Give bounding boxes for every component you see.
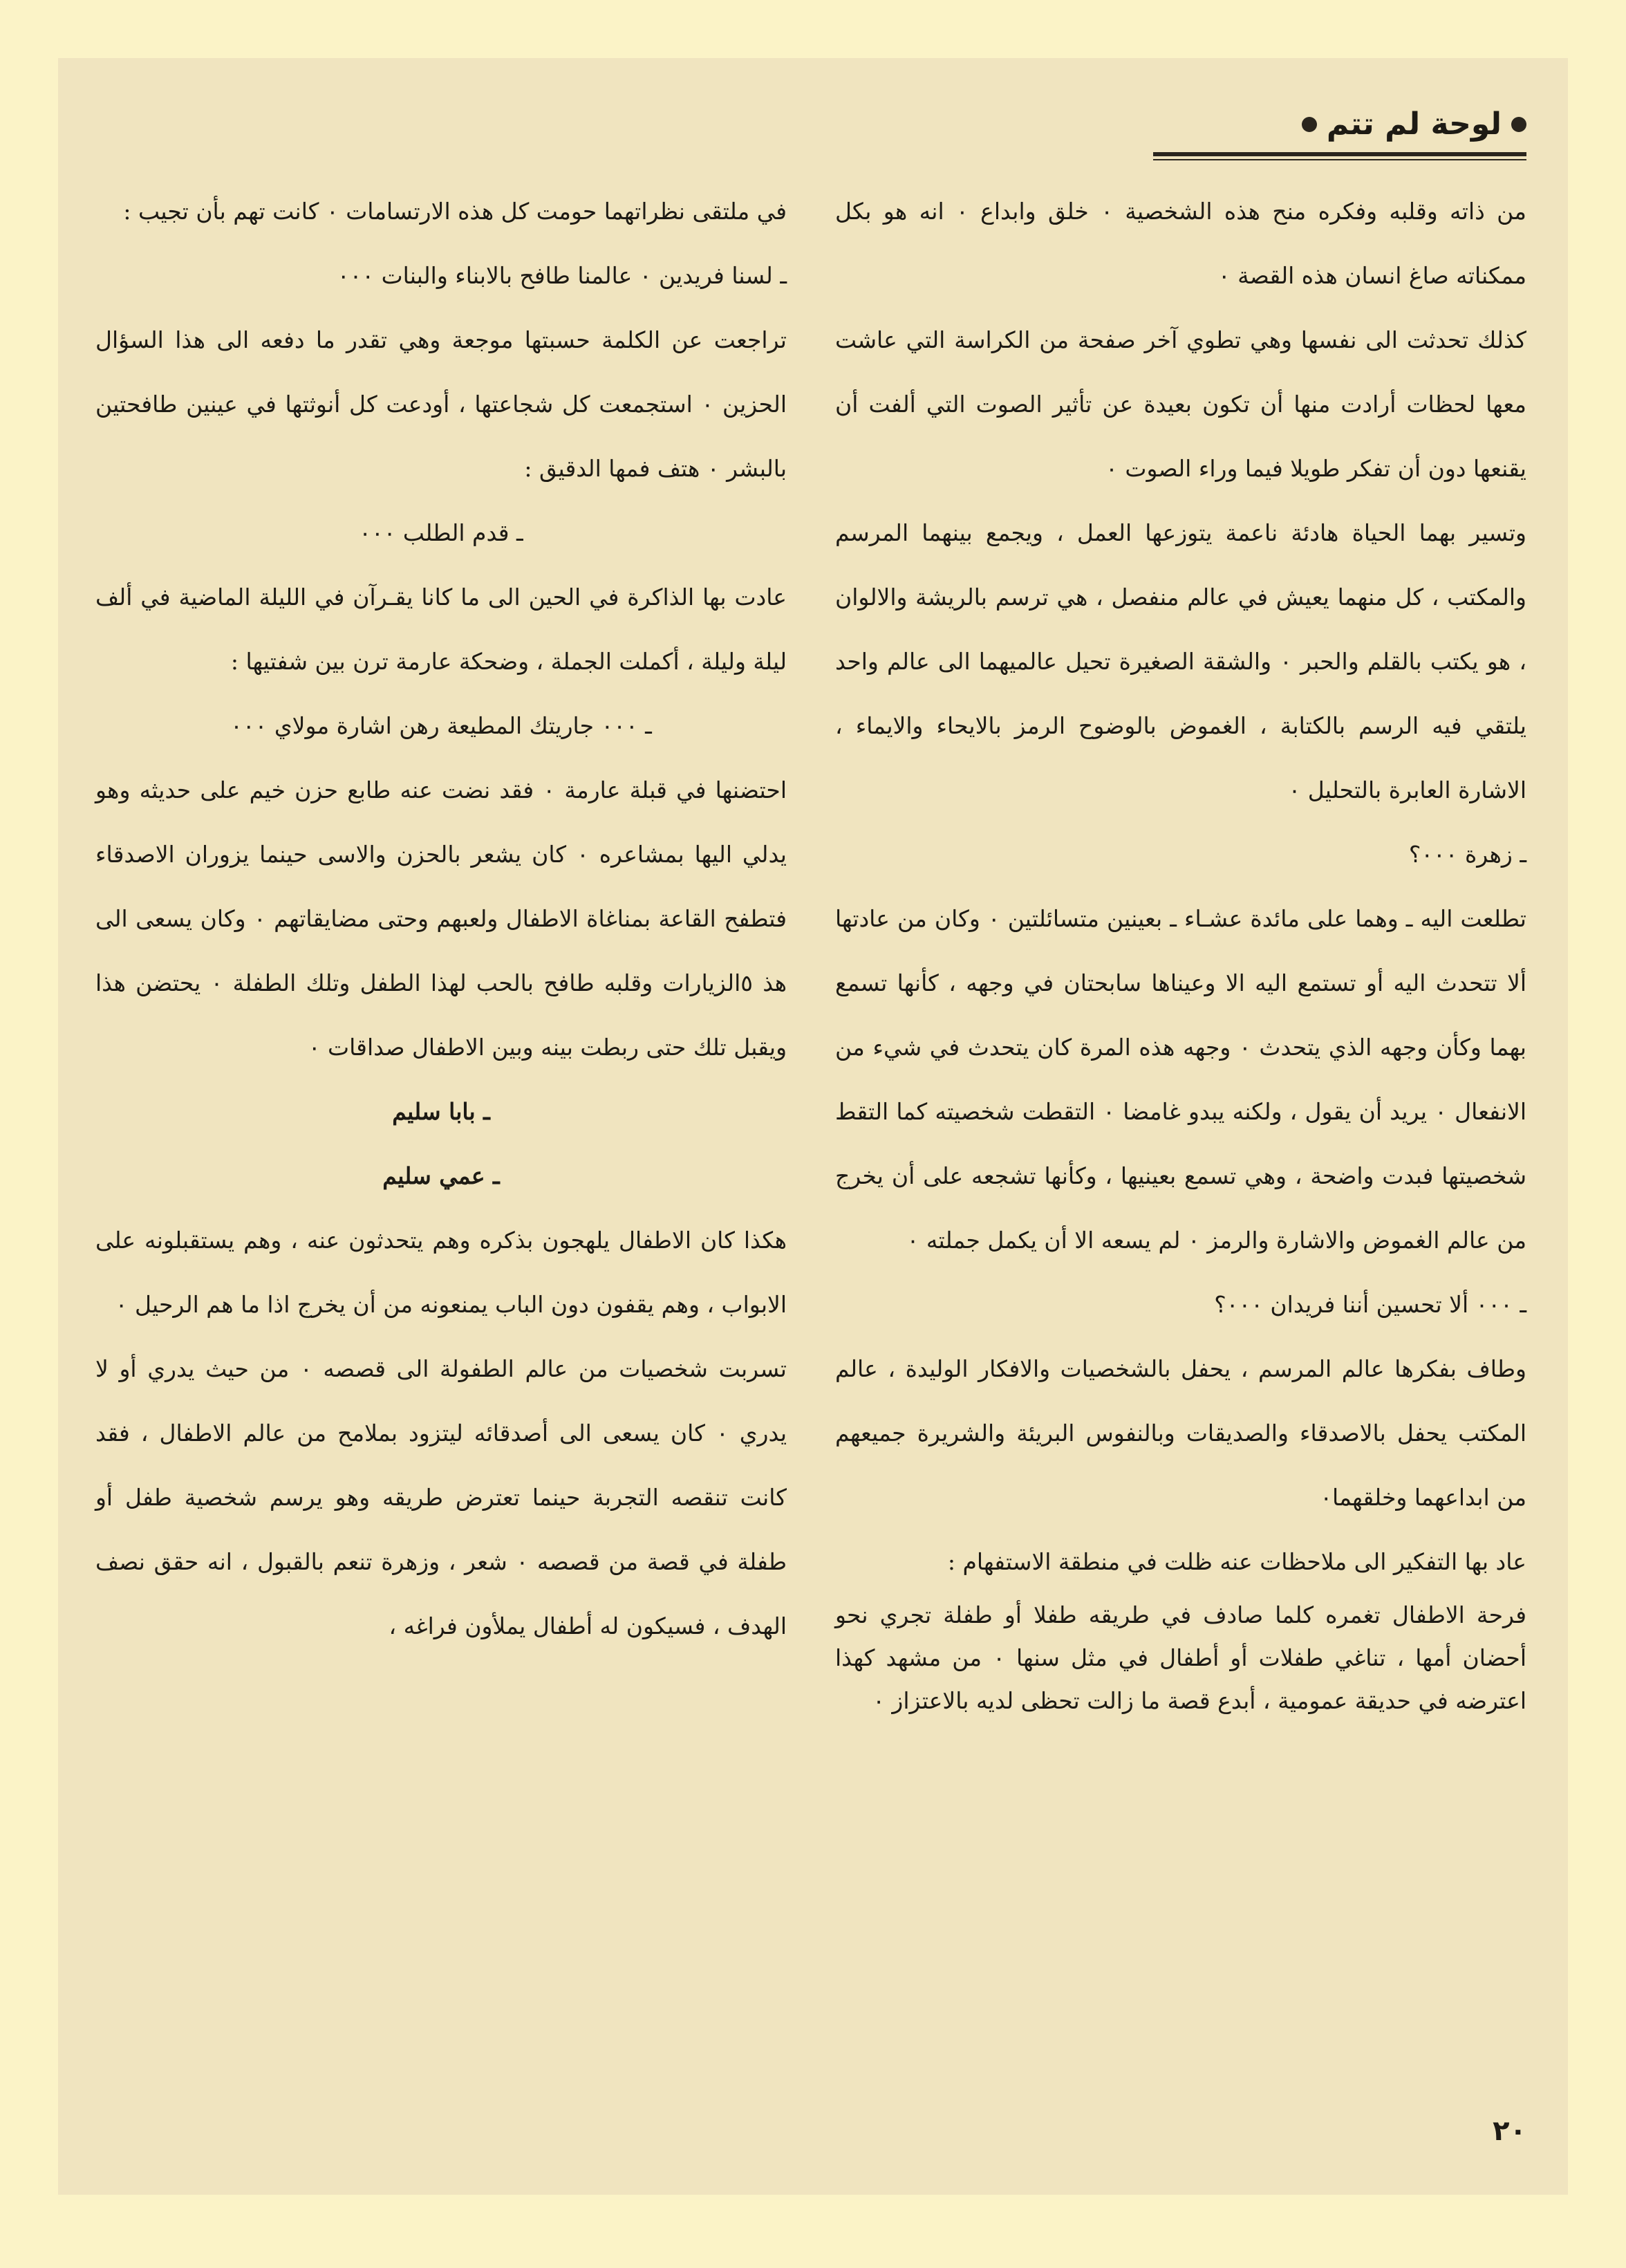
paragraph: تطلعت اليه ـ وهما على مائدة عشـاء ـ بعينين متسائلتين ٠ وكان من عادتها ألا تتحدث اليه أو تستمع اليه الا وعيناها سابحتان في وجهه ، كأنها تسمع بهما وكأن وجهه الذي يتحدث ٠ وجهه هذه المرة كان يتحدث في شيء من الانفعال ٠ يريد أن يقول ، ولكنه يبدو غامضا ٠ التقطت شخصيته كما التقط شخصيتها فبدت واضحة ، وهي تسمع بعينيها ، وكأنها تشجعه على أن يخرج من عالم الغموض والاشارة والرمز ٠ لم يسعه الا أن يكمل جملته ٠ <box>835 905 1526 1254</box>
paragraph: عاد بها التفكير الى ملاحظات عنه ظلت في منطقة الاستفهام : <box>947 1548 1526 1575</box>
dialogue-line: ـ عمي سليم <box>382 1162 500 1189</box>
paragraph: عادت بها الذاكرة في الحين الى ما كانا يقـرآن في الليلة الماضية في ألف ليلة وليلة ، أكملت الجملة ، وضحكة عارمة ترن بين شفتيها : <box>95 584 787 675</box>
paragraph: كذلك تحدثت الى نفسها وهي تطوي آخر صفحة من الكراسة التي عاشت معها لحظات أرادت منها أن تكون بعيدة عن تأثير الصوت التي ألفت أن يقنعها دون أن تفكر طويلا فيما وراء الصوت ٠ <box>835 326 1526 482</box>
dialogue-line: ـ زهرة ٠٠٠؟ <box>1408 841 1526 868</box>
page-number: ٢٠ <box>1493 2115 1526 2147</box>
header-rule <box>1153 152 1526 156</box>
dialogue-line: ـ ٠٠٠ جاريتك المطيعة رهن اشارة مولاي ٠٠٠ <box>230 712 652 739</box>
dialogue-line: ـ لسنا فريدين ٠ عالمنا طافح بالابناء والبنات ٠٠٠ <box>337 262 787 289</box>
paragraph: وطاف بفكرها عالم المرسم ، يحفل بالشخصيات والافكار الوليدة ، عالم المكتب يحفل بالاصدقاء والصديقات وبالنفوس البريئة والشريرة جميعهم من ابداعهما وخلقهما٠ <box>835 1355 1526 1511</box>
paragraph: وتسير بهما الحياة هادئة ناعمة يتوزعها العمل ، ويجمع بينهما المرسم والمكتب ، كل منهما يعيش في عالم منفصل ، هي ترسم بالريشة والالوان ، هو يكتب بالقلم والحبر ٠ والشقة الصغيرة تحيل عالميهما الى عالم واحد يلتقي فيه الرسم بالكتابة ، الغموض بالوضوح الرمز بالايحاء والايماء ، الاشارة العابرة بالتحليل ٠ <box>835 519 1526 803</box>
paragraph: تسربت شخصيات من عالم الطفولة الى قصصه ٠ من حيث يدري أو لا يدري ٠ كان يسعى الى أصدقائه ليتزود بملامح من عالم الاطفال ، فقد كانت تنقصه التجربة حينما تعترض طريقه وهو يرسم شخصية طفل أو طفلة في قصة من قصصه ٠ شعر ، وزهرة تنعم بالقبول ، انه حقق نصف الهدف ، فسيكون له أطفال يملأون فراغه ، <box>95 1355 787 1639</box>
dialogue-line: ـ ٠٠٠ ألا تحسين أننا فريدان ٠٠٠؟ <box>1214 1291 1526 1318</box>
dialogue-line: ـ قدم الطلب ٠٠٠ <box>359 519 523 546</box>
paragraph: من ذاته وقلبه وفكره منح هذه الشخصية ٠ خلق وابداع ٠ انه هو بكل ممكناته صاغ انسان هذه القصة ٠ <box>835 198 1526 289</box>
running-header <box>1302 106 1526 142</box>
paragraph: هكذا كان الاطفال يلهجون بذكره وهم يتحدثون عنه ، وهم يستقبلونه على الابواب ، وهم يقفون دون الباب يمنعونه من أن يخرج اذا ما هم الرحيل ٠ <box>95 1227 787 1318</box>
paragraph: في ملتقى نظراتهما حومت كل هذه الارتسامات ٠ كانت تهم بأن تجيب : <box>123 198 787 225</box>
bullet-icon <box>1302 117 1317 132</box>
left-column <box>95 179 787 1658</box>
paragraph: فرحة الاطفال تغمره كلما صادف في طريقه طفلا أو طفلة تجري نحو أحضان أمها ، تناغي طفلات أو أطفال في مثل سنها ٠ من مشهد كهذا اعترضه في حديقة عمومية ، أبدع قصة ما زالت تحظى لديه بالاعتزاز ٠ <box>835 1601 1527 1714</box>
header-title: لوحة لم تتم <box>1326 106 1502 142</box>
right-column <box>835 179 1526 1722</box>
bullet-icon <box>1511 117 1526 132</box>
paragraph: احتضنها في قبلة عارمة ٠ فقد نضت عنه طابع حزن خيم على حديثه وهو يدلي اليها بمشاعره ٠ كان يشعر بالحزن والاسى حينما يزوران الاصدقاء فتطفح القاعة بمناغاة الاطفال ولعبهم وحتى مضايقاتهم ٠ وكان يسعى الى هذ ٥الزيارات وقلبه طافح بالحب لهذا الطفل وتلك الطفلة ٠ يحتضن هذا ويقبل تلك حتى ربطت بينه وبين الاطفال صداقات ٠ <box>95 777 787 1061</box>
magazine-page <box>58 58 1568 2195</box>
dialogue-line: ـ بابا سليم <box>392 1098 490 1125</box>
paragraph: تراجعت عن الكلمة حسبتها موجعة وهي تقدر ما دفعه الى هذا السؤال الحزين ٠ استجمعت كل شجاعتها ، أودعت كل أنوثتها في عينين طافحتين بالبشر ٠ هتف فمها الدقيق : <box>95 326 787 482</box>
header-rule-thin <box>1153 159 1526 160</box>
